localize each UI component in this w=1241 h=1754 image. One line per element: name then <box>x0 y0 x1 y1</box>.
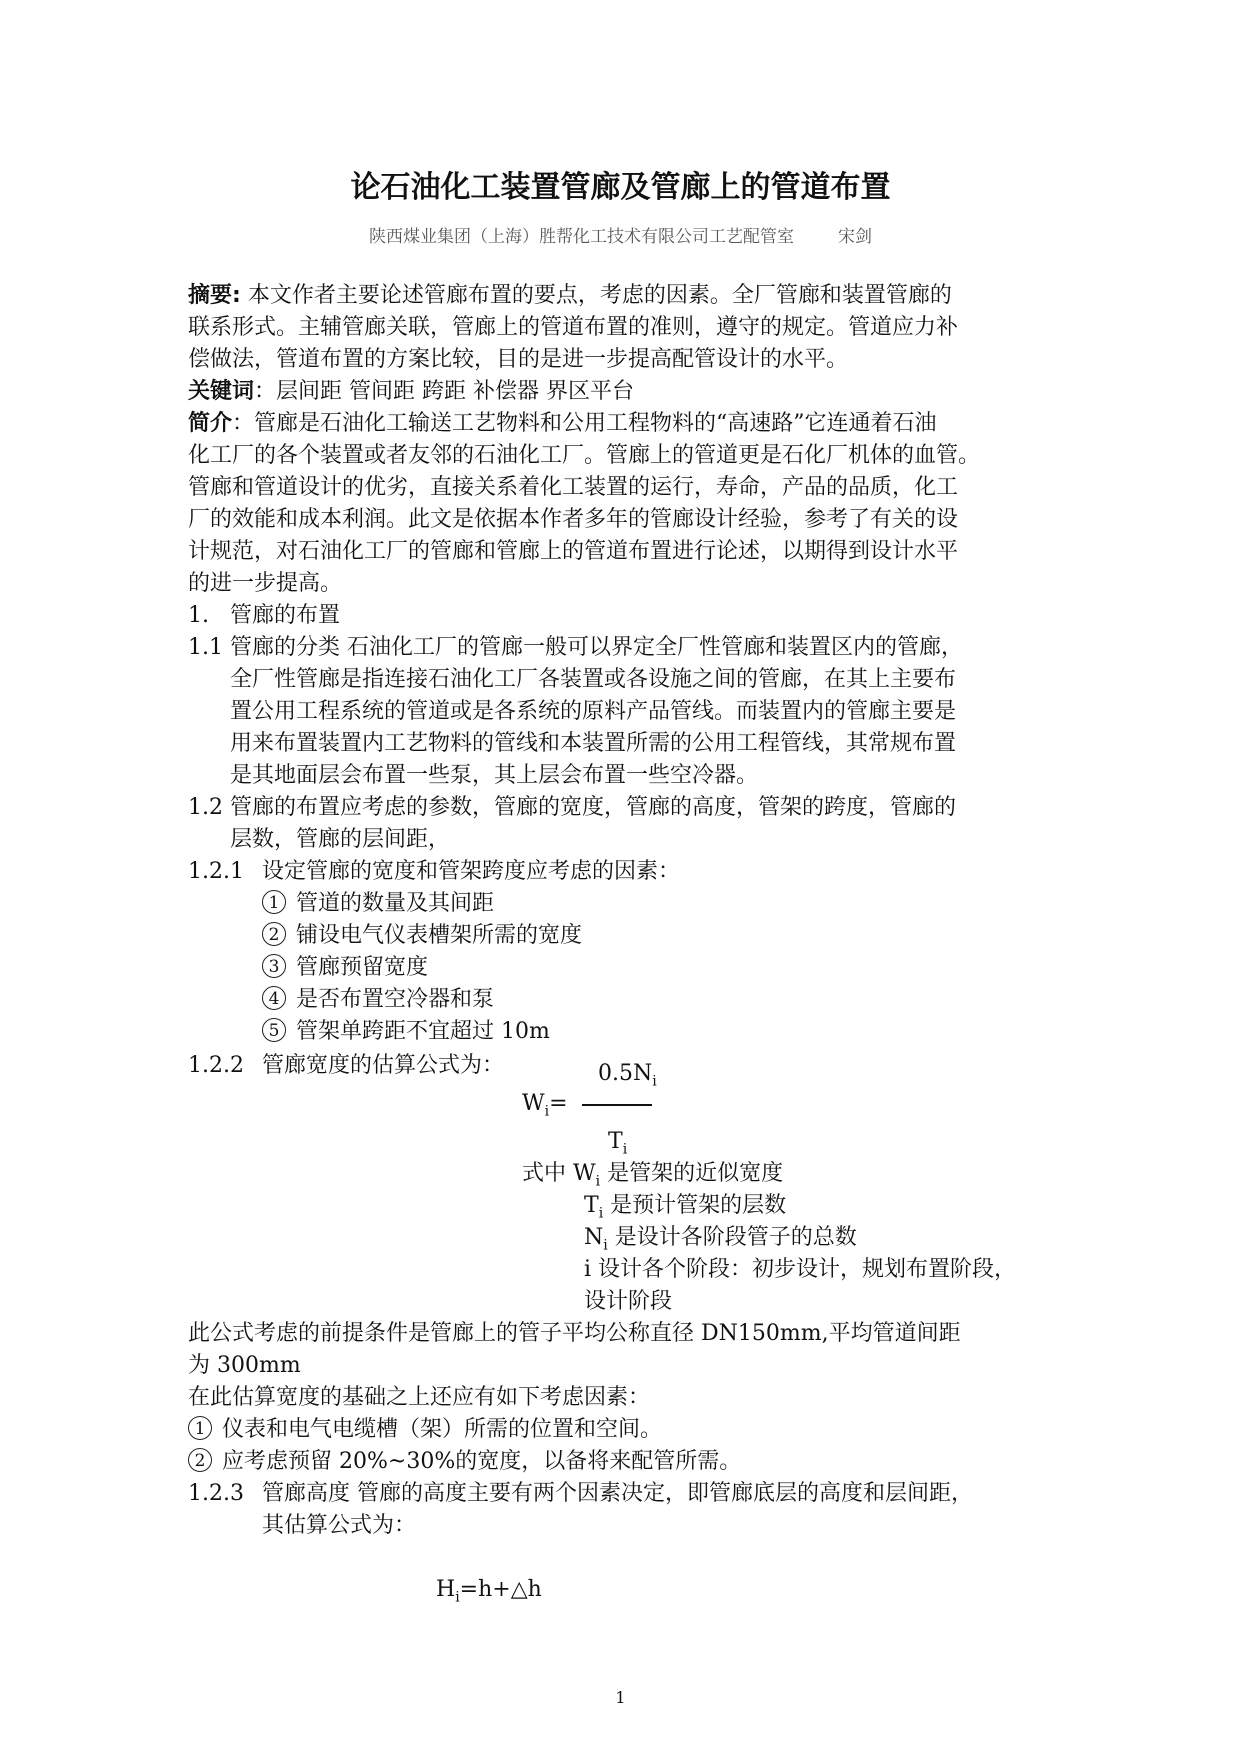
circled-number-1: 1 <box>188 1416 212 1440</box>
abstract-text: 本文作者主要论述管廊布置的要点，考虑的因素。全厂管廊和装置管廊的 <box>247 283 952 308</box>
intro-label: 简介 <box>188 411 233 436</box>
intro-line-6: 的进一步提高。 <box>188 571 343 596</box>
section-1-2-3-number: 1.2.3 <box>188 1481 244 1506</box>
factor-item: 1 管道的数量及其间距 <box>262 888 494 920</box>
abstract-line-1 <box>188 280 952 312</box>
circled-number-2: 2 <box>262 922 286 946</box>
circled-number-4: 4 <box>262 986 286 1010</box>
author-affiliation: 陕西煤业集团（上海）胜帮化工技术有限公司工艺配管室 <box>369 227 794 247</box>
page-number: 1 <box>615 1688 626 1707</box>
intro-line-3: 管廊和管道设计的优劣，直接关系着化工装置的运行，寿命，产品的品质，化工 <box>188 475 959 500</box>
abstract-line-2: 联系形式。主辅管廊关联，管廊上的管道布置的准则，遵守的规定。管道应力补 <box>188 315 959 340</box>
intro-line-2: 化工厂的各个装置或者友邻的石油化工厂。管廊上的管道更是石化厂机体的血管。 <box>188 443 981 468</box>
factor-item: 2 铺设电气仪表槽架所需的宽度 <box>262 920 582 952</box>
extra-factor-item: 1 仪表和电气电缆槽（架）所需的位置和空间。 <box>188 1414 662 1446</box>
formula-where-line: $T_i$ 是预计管架的层数 <box>584 1193 787 1222</box>
intro-line-5: 计规范，对石油化工厂的管廊和管廊上的管道布置进行论述，以期得到设计水平 <box>188 539 959 564</box>
section-1-1-line-2: 全厂性管廊是指连接石油化工厂各装置或各设施之间的管廊，在其上主要布 <box>230 667 957 692</box>
premise-line-2: 为 300mm <box>188 1353 301 1378</box>
intro-line-4: 厂的效能和成本利润。此文是依据本作者多年的管廊设计经验，参考了有关的设 <box>188 507 959 532</box>
section-1-2-2-heading: 管廊宽度的估算公式为： <box>262 1053 505 1078</box>
circled-number-5: 5 <box>262 1018 286 1042</box>
section-1-1-line-3: 置公用工程系统的管道或是各系统的原料产品管线。而装置内的管廊主要是 <box>230 699 957 724</box>
factor-item: 5 管架单跨距不宜超过 10m <box>262 1016 550 1048</box>
document-title: 论石油化工装置管廊及管廊上的管道布置 <box>350 170 891 205</box>
circled-number-3: 3 <box>262 954 286 978</box>
formula-where-line: 式中 $W_i$ 是管架的近似宽度 <box>522 1161 784 1190</box>
intro-line-1 <box>188 408 937 440</box>
formula-lhs: $W_i=$ <box>522 1091 568 1120</box>
formula-where-line: i 设计各个阶段：初步设计，规划布置阶段， <box>584 1257 1017 1282</box>
section-1-2-number: 1.2 <box>188 795 223 820</box>
keywords-label: 关键词 <box>188 379 255 404</box>
section-1-2-3-line-1: 管廊高度 管廊的高度主要有两个因素决定，即管廊底层的高度和层间距， <box>262 1481 973 1506</box>
circled-number-2: 2 <box>188 1448 212 1472</box>
section-1-2-line-2: 层数，管廊的层间距， <box>230 827 451 852</box>
circled-number-1: 1 <box>262 890 286 914</box>
height-formula: $H_i=h+\triangle h$ <box>436 1577 542 1606</box>
section-1-2-3-line-2: 其估算公式为： <box>262 1513 417 1538</box>
abstract-label: 摘要: <box>188 283 241 308</box>
intro-text: ：管廊是石油化工输送工艺物料和公用工程物料的“高速路”它连通着石油 <box>232 411 937 436</box>
formula-numerator: $0.5N_i$ <box>598 1061 657 1090</box>
extra-factor-item: 2 应考虑预留 20%~30%的宽度，以备将来配管所需。 <box>188 1446 741 1478</box>
fraction-bar <box>582 1104 652 1106</box>
factor-item: 3 管廊预留宽度 <box>262 952 428 984</box>
section-1-2-2-number: 1.2.2 <box>188 1053 244 1078</box>
formula-denominator: $T_i$ <box>608 1129 628 1158</box>
abstract-line-3: 偿做法，管道布置的方案比较，目的是进一步提高配管设计的水平。 <box>188 347 849 372</box>
keywords-text: ：层间距 管间距 跨距 补偿器 界区平台 <box>254 379 634 404</box>
author-line <box>0 222 1241 247</box>
author-name: 宋剑 <box>838 227 872 247</box>
factor-item: 4 是否布置空冷器和泵 <box>262 984 494 1016</box>
section-1-2-line-1: 管廊的布置应考虑的参数，管廊的宽度，管廊的高度，管架的跨度，管廊的 <box>230 795 957 820</box>
keywords-line <box>188 376 634 408</box>
section-1-heading: 管廊的布置 <box>230 603 341 628</box>
extra-factors-intro: 在此估算宽度的基础之上还应有如下考虑因素： <box>188 1385 651 1410</box>
section-1-1-line-4: 用来布置装置内工艺物料的管线和本装置所需的公用工程管线，其常规布置 <box>230 731 957 756</box>
section-1-1-line-5: 是其地面层会布置一些泵，其上层会布置一些空冷器。 <box>230 763 759 788</box>
section-1-1-number: 1.1 <box>188 635 223 660</box>
premise-line-1: 此公式考虑的前提条件是管廊上的管子平均公称直径 DN150mm,平均管道间距 <box>188 1321 961 1346</box>
formula-where-line: $N_i$ 是设计各阶段管子的总数 <box>584 1225 857 1254</box>
formula-where-line: 设计阶段 <box>584 1289 673 1314</box>
section-1-1-line-1: 管廊的分类 石油化工厂的管廊一般可以界定全厂性管廊和装置区内的管廊， <box>230 635 963 660</box>
section-1-2-1-heading: 设定管廊的宽度和管架跨度应考虑的因素： <box>262 859 681 884</box>
section-1-number: 1. <box>188 603 209 628</box>
section-1-2-1-number: 1.2.1 <box>188 859 244 884</box>
